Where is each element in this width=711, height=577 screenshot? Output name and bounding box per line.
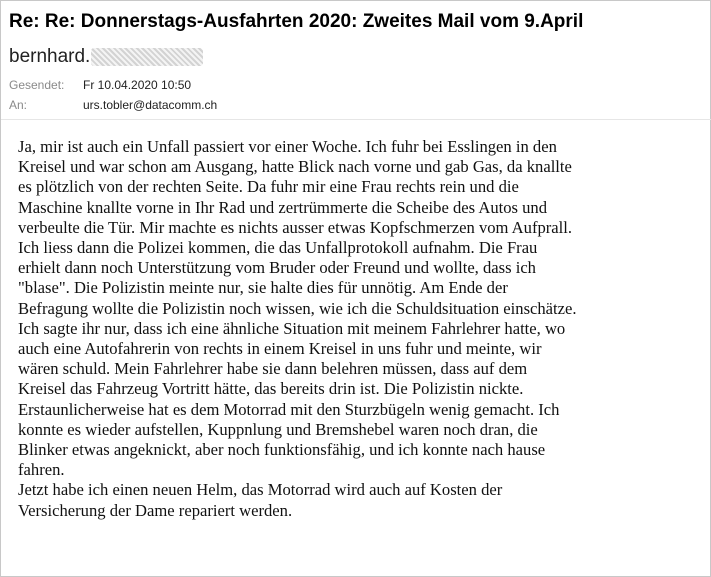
email-subject: Re: Re: Donnerstags-Ausfahrten 2020: Zweites Mail vom 9.April xyxy=(9,11,584,32)
redacted-sender-address xyxy=(91,48,203,66)
body-line: fahren. xyxy=(18,460,65,480)
body-line: Ich sagte ihr nur, dass ich eine ähnliche Situation mit meinem Fahrlehrer hatte, wo xyxy=(18,318,566,338)
sender-name[interactable]: bernhard. xyxy=(9,46,91,67)
email-body xyxy=(18,137,708,521)
body-line: auch eine Autofahrerin von rechts in einem Kreisel in uns fuhr und meinte, wir xyxy=(18,339,542,359)
body-line: "blase". Die Polizistin meinte nur, sie halte dies für unnötig. Am Ende der xyxy=(18,278,508,298)
header-divider xyxy=(1,119,711,120)
body-line: Befragung wollte die Polizistin noch wissen, wie ich die Schuldsituation einschätze. xyxy=(18,298,577,318)
body-line: erhielt dann noch Unterstützung vom Bruder oder Freund und wollte, dass ich xyxy=(18,258,536,278)
sent-label: Gesendet: xyxy=(9,78,65,92)
sent-date: Fr 10.04.2020 10:50 xyxy=(83,78,192,92)
body-line: Blinker etwas angeknickt, aber noch funktionsfähig, und ich konnte nach hause xyxy=(18,440,546,460)
body-line: Kreisel das Fahrzeug Vortritt hätte, das bereits drin ist. Die Polizistin nickte. xyxy=(18,379,524,399)
body-line: Ja, mir ist auch ein Unfall passiert vor einer Woche. Ich fuhr bei Esslingen in den xyxy=(18,137,557,156)
body-line: Erstaunlicherweise hat es dem Motorrad mit den Sturzbügeln wenig gemacht. Ich xyxy=(18,399,560,419)
sender-row xyxy=(9,45,203,69)
body-line: Versicherung der Dame repariert werden. xyxy=(18,500,293,520)
recipient-address[interactable]: urs.tobler@datacomm.ch xyxy=(83,98,218,112)
body-line: Ich liess dann die Polizei kommen, die das Unfallprotokoll aufnahm. Die Frau xyxy=(18,238,538,258)
body-line: Maschine knallte vorne in Ihr Rad und zertrümmerte die Scheibe des Autos und xyxy=(18,197,548,217)
body-line: verbeulte die Tür. Mir machte es nichts ausser etwas Kopfschmerzen vom Aufprall. xyxy=(18,217,573,237)
body-line: es plötzlich von der rechten Seite. Da fuhr mir eine Frau rechts rein und die xyxy=(18,177,519,197)
body-line: wären schuld. Mein Fahrlehrer habe sie dann belehren müssen, dass auf dem xyxy=(18,359,528,379)
body-line: Jetzt habe ich einen neuen Helm, das Motorrad wird auch auf Kosten der xyxy=(18,480,503,500)
body-line: konnte es wieder aufstellen, Kuppnlung und Bremshebel waren noch dran, die xyxy=(18,419,538,439)
body-line: Kreisel und war schon am Ausgang, hatte Blick nach vorne und gab Gas, da knallte xyxy=(18,157,572,177)
to-label: An: xyxy=(9,98,28,112)
